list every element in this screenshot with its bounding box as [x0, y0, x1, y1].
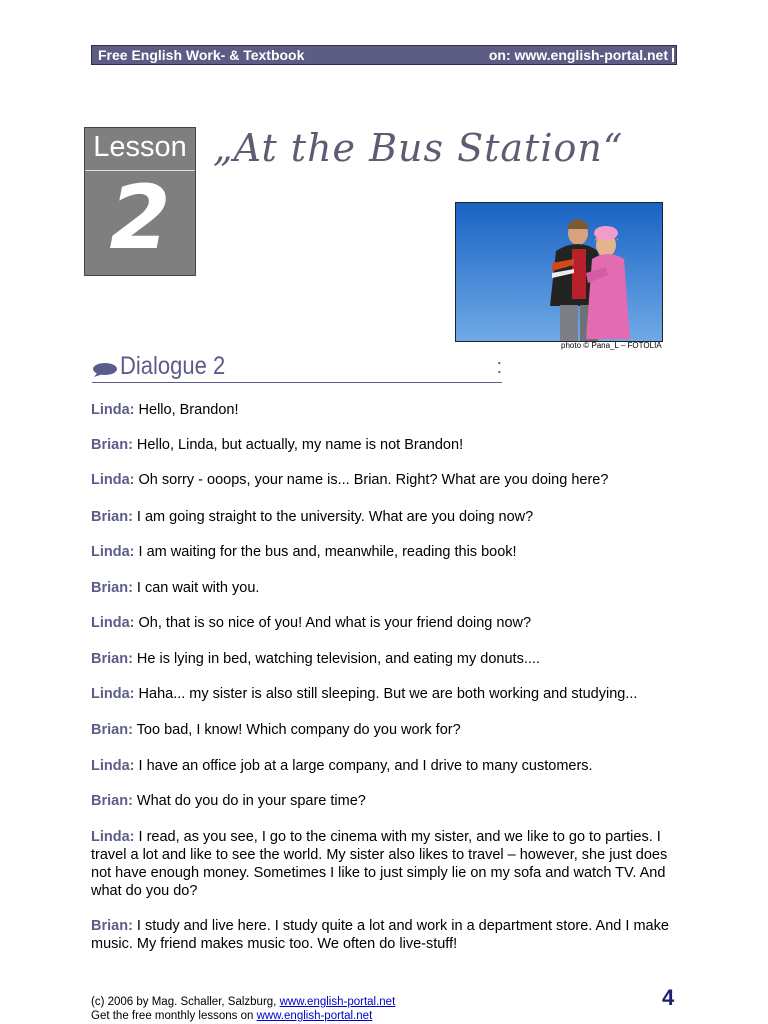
dialogue-text: I have an office job at a large company, and I drive to many customers. [134, 758, 593, 774]
speaker-label: Brian: [91, 580, 133, 596]
header-left-text: Free English Work- & Textbook [98, 47, 305, 63]
speaker-label: Linda: [91, 829, 135, 845]
dialogue-text: Hello, Brandon! [134, 402, 239, 418]
lesson-label: Lesson [93, 131, 187, 163]
dialogue-line [91, 792, 691, 810]
lesson-title: „At the Bus Station“ [213, 126, 624, 170]
dialogue-heading-colon: : [496, 356, 502, 378]
dialogue-line [91, 757, 691, 775]
dialogue-text: I am waiting for the bus and, meanwhile, reading this book! [134, 544, 517, 560]
speaker-label: Brian: [91, 437, 133, 453]
dialogue-line [91, 436, 691, 454]
dialogue-line [91, 650, 691, 668]
dialogue-text: I am going straight to the university. What are you doing now? [132, 509, 534, 525]
couple-photo [455, 202, 663, 342]
footer-link-1[interactable]: www.english-portal.net [279, 996, 396, 1008]
dialogue-line [91, 471, 691, 489]
dialogue-text: I read, as you see, I go to the cinema with my sister, and we like to go to parties. I travel a lot and like to see the world. My sister also likes to travel – however, she just does not have enough money. Sometimes I like to just simply lie on my sofa and watch TV. And what do you do? [91, 829, 668, 899]
footer [91, 995, 395, 1023]
dialogue-text: I study and live here. I study quite a lot and work in a department store. And I make music. My friend makes music too. We often do live-stuff! [91, 918, 669, 952]
speech-bubble-icon [92, 362, 118, 378]
photo-credit: photo © Pana_L – FOTOLIA [561, 341, 662, 350]
page-number: 4 [662, 985, 675, 1010]
header-right-text: on: www.english-portal.net [488, 47, 668, 63]
speaker-label: Brian: [91, 722, 133, 738]
footer-link-2[interactable]: www.english-portal.net [256, 1010, 373, 1022]
header-divider [672, 48, 674, 62]
footer-line-2 [91, 1009, 395, 1023]
dialogue-line [91, 543, 691, 561]
dialogue-heading [92, 352, 502, 383]
header-bar [91, 45, 677, 65]
dialogue-text: Hello, Linda, but actually, my name is not Brandon! [132, 437, 464, 453]
dialogue-text: What do you do in your spare time? [132, 793, 366, 809]
speaker-label: Linda: [91, 472, 135, 488]
dialogue-text: I can wait with you. [132, 580, 260, 596]
footer-copyright: (c) 2006 by Mag. Schaller, Salzburg, [91, 996, 280, 1008]
footer-promo: Get the free monthly lessons on [91, 1010, 257, 1022]
lesson-number: 2 [109, 166, 171, 269]
dialogue-text: Oh sorry - ooops, your name is... Brian. Right? What are you doing here? [134, 472, 609, 488]
speaker-label: Brian: [91, 509, 133, 525]
speaker-label: Linda: [91, 686, 135, 702]
dialogue-text: Haha... my sister is also still sleeping. But we are both working and studying... [134, 686, 638, 702]
dialogue-line [91, 614, 691, 632]
dialogue-text: Oh, that is so nice of you! And what is your friend doing now? [134, 615, 532, 631]
dialogue-line [91, 828, 683, 900]
dialogue-line [91, 721, 691, 739]
dialogue-line [91, 917, 676, 953]
speaker-label: Brian: [91, 918, 133, 934]
speaker-label: Linda: [91, 402, 135, 418]
photo-image [456, 203, 662, 341]
dialogue-text: Too bad, I know! Which company do you work for? [132, 722, 461, 738]
dialogue-heading-text: Dialogue 2 [120, 352, 226, 380]
dialogue-line [91, 579, 691, 597]
speaker-label: Brian: [91, 793, 133, 809]
speaker-label: Linda: [91, 758, 135, 774]
dialogue-line [91, 685, 691, 703]
lesson-box [84, 127, 196, 276]
speaker-label: Linda: [91, 615, 135, 631]
dialogue-text: He is lying in bed, watching television, and eating my donuts.... [132, 651, 540, 667]
dialogue-line [91, 401, 691, 419]
speaker-label: Brian: [91, 651, 133, 667]
footer-line-1 [91, 995, 395, 1009]
dialogue-line [91, 508, 691, 526]
speaker-label: Linda: [91, 544, 135, 560]
